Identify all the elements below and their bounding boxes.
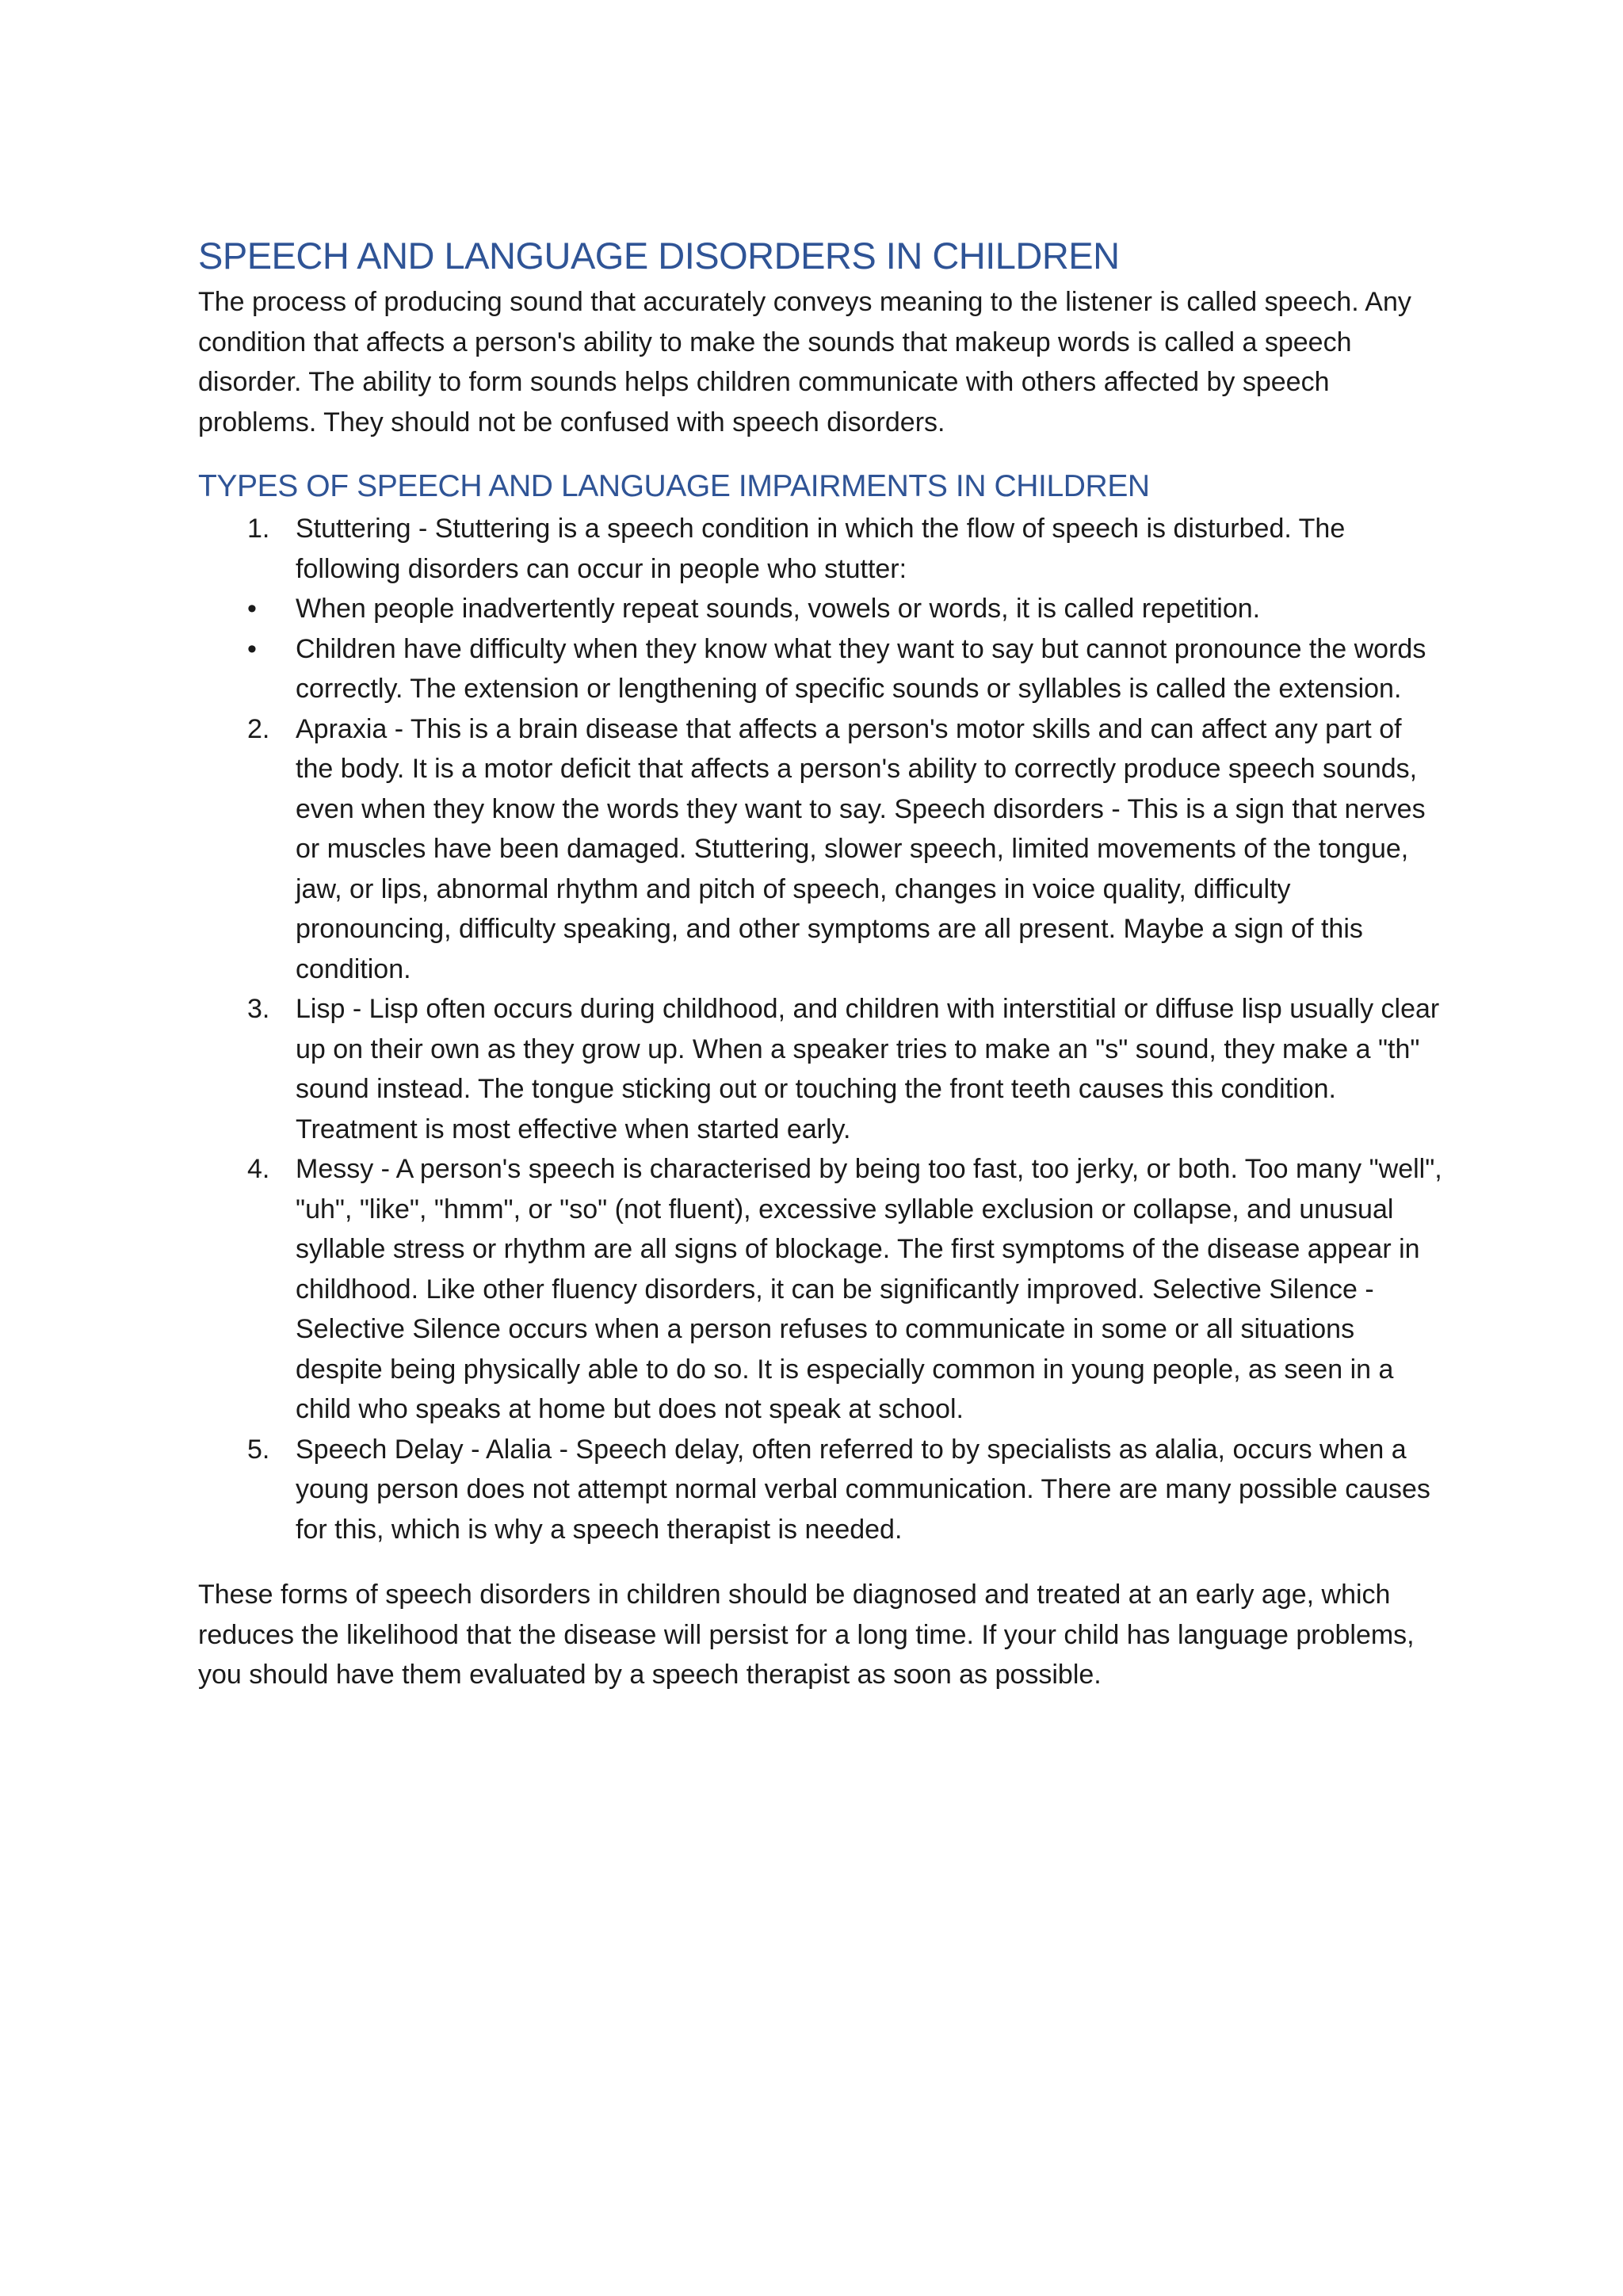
bullet-marker: • bbox=[247, 633, 257, 664]
list-item-apraxia bbox=[198, 709, 1442, 990]
list-item-speech-delay bbox=[198, 1430, 1442, 1550]
list-item-repetition bbox=[198, 589, 1442, 629]
list-marker: 2. bbox=[247, 713, 270, 744]
list-item-text: Apraxia - This is a brain disease that affects a person's motor skills and can affect any part of the body. It is a motor deficit that affects a person's ability to correctly produce speech sounds, even when they know the words they want to say. Speech disorders - This is a sign that nerves or muscles have been damaged. Stuttering, slower speech, limited movements of the tongue, jaw, or lips, abnormal rhythm and pitch of speech, changes in voice quality, difficulty pronouncing, difficulty speaking, and other symptoms are all present. Maybe a sign of this condition. bbox=[296, 713, 1426, 984]
section-heading: TYPES OF SPEECH AND LANGUAGE IMPAIRMENTS IN CHILDREN bbox=[198, 469, 1150, 503]
list-item-messy bbox=[198, 1149, 1442, 1430]
list-marker: 5. bbox=[247, 1434, 270, 1465]
list-item-extension bbox=[198, 629, 1442, 709]
list-item-text: When people inadvertently repeat sounds, vowels or words, it is called repetition. bbox=[296, 594, 1261, 624]
intro-paragraph: The process of producing sound that accurately conveys meaning to the listener is called speech. Any condition that affects a person's ability to make the sounds that makeup words is called a speech disorder. The ability to form sounds helps children communicate with others affected by speech problems. They should not be confused with speech disorders. bbox=[198, 287, 1411, 437]
document-content bbox=[198, 230, 1442, 1695]
bullet-marker: • bbox=[247, 594, 257, 624]
list-item-text: Messy - A person's speech is characterised by being too fast, too jerky, or both. Too many "well", "uh", "like", "hmm", or "so" (not fluent), excessive syllable exclusion or collapse, and unusual syllable stress or rhythm are all signs of blockage. The first symptoms of the disease appear in childhood. Like other fluency disorders, it can be significantly improved. Selective Silence - Selective Silence occurs when a person refuses to communicate in some or all situations despite being physically able to do so. It is especially common in young people, as seen in a child who speaks at home but does not speak at school. bbox=[296, 1154, 1442, 1424]
list-item-lisp bbox=[198, 989, 1442, 1149]
list-marker: 4. bbox=[247, 1154, 270, 1184]
list-item-stuttering bbox=[198, 509, 1442, 589]
list-marker: 1. bbox=[247, 514, 270, 544]
closing-paragraph: These forms of speech disorders in children should be diagnosed and treated at an early age, which reduces the likelihood that the disease will persist for a long time. If your child has language problems, you should have them evaluated by a speech therapist as soon as possible. bbox=[198, 1580, 1415, 1690]
document-title: SPEECH AND LANGUAGE DISORDERS IN CHILDREN bbox=[198, 235, 1120, 277]
list-item-text: Lisp - Lisp often occurs during childhood, and children with interstitial or diffuse lisp usually clear up on their own as they grow up. When a speaker tries to make an "s" sound, they make a "th" sound instead. The tongue sticking out or touching the front teeth causes this condition. Treatment is most effective when started early. bbox=[296, 994, 1440, 1144]
list-item-text: Children have difficulty when they know what they want to say but cannot pronounce the words correctly. The extension or lengthening of specific sounds or syllables is called the extension. bbox=[296, 633, 1426, 704]
list-marker: 3. bbox=[247, 994, 270, 1024]
list-item-text: Stuttering - Stuttering is a speech condition in which the flow of speech is disturbed. The following disorders can occur in people who stutter: bbox=[296, 514, 1346, 584]
list-item-text: Speech Delay - Alalia - Speech delay, often referred to by specialists as alalia, occurs when a young person does not attempt normal verbal communication. There are many possible causes for this, which is why a speech therapist is needed. bbox=[296, 1434, 1430, 1545]
impairment-list bbox=[198, 509, 1442, 1549]
